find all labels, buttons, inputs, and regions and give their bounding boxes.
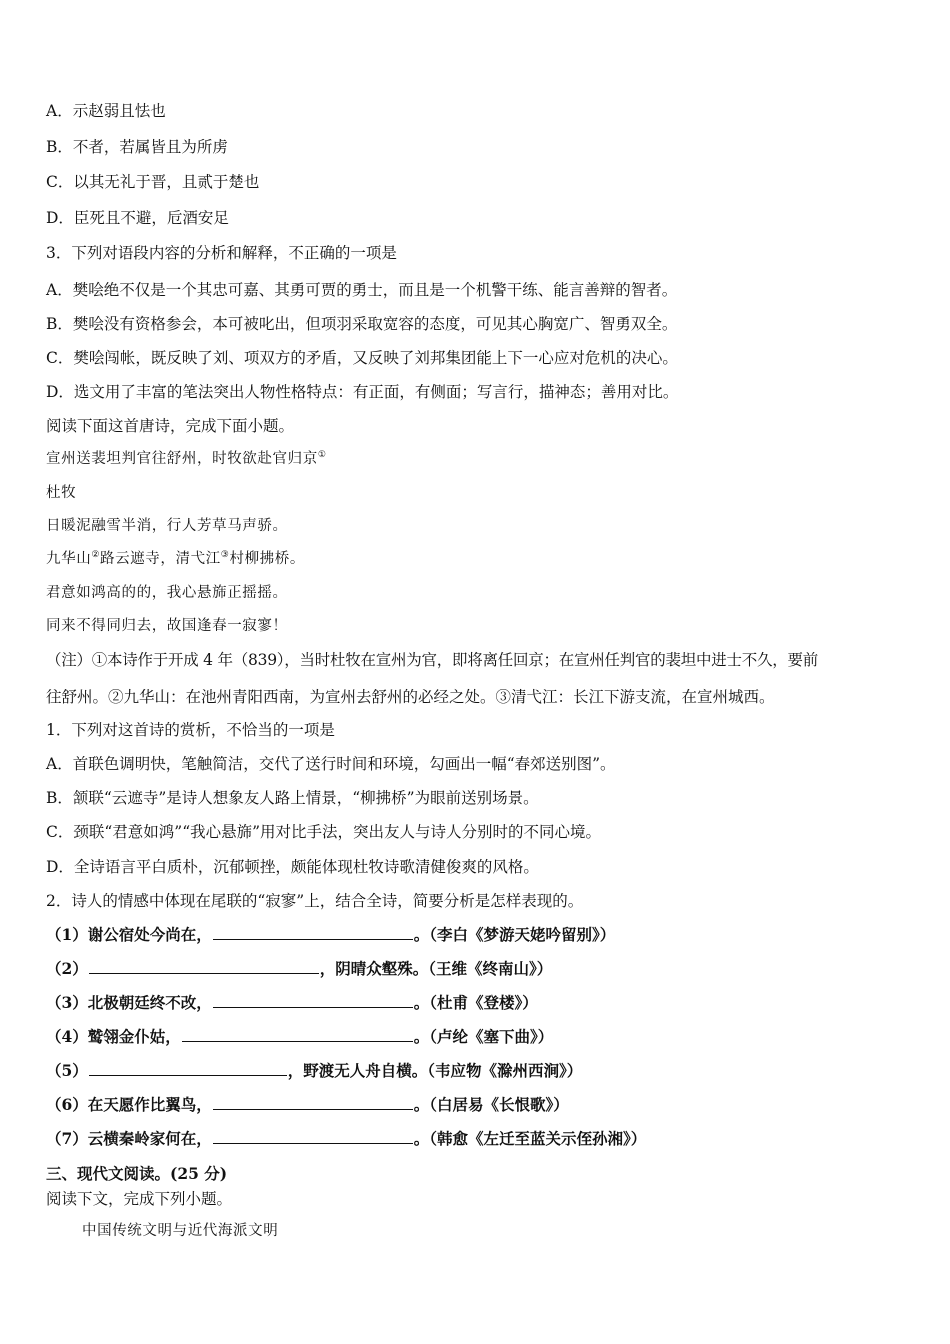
fill-blank-3-prefix: （3）北极朝廷终不改，	[46, 993, 212, 1012]
poem-line-2-part-b: 路云遮寺，清弋江	[99, 551, 221, 567]
q3-option-a: A．樊哙绝不仅是一个其忠可嘉、其勇可贾的勇士，而且是一个机警干练、能言善辩的智者。	[46, 281, 678, 299]
poem-line-2	[46, 549, 305, 569]
fill-blank-7	[46, 1129, 646, 1149]
poem-author: 杜牧	[46, 485, 77, 501]
fill-blank-1-suffix: 。（李白《梦游天姥吟留别》）	[413, 925, 616, 944]
q3-option-b: B．樊哙没有资格参会，本可被叱出，但项羽采取宽容的态度，可见其心胸宽广、智勇双全。	[46, 315, 678, 333]
poem-line-3: 君意如鸿高的的，我心悬旆正摇摇。	[46, 585, 288, 601]
poem-line-1: 日暖泥融雪半消，行人芳草马声骄。	[46, 518, 288, 534]
q3-option-d: D．选文用了丰富的笔法突出人物性格特点：有正面，有侧面；写言行，描神态；善用对比。	[46, 383, 679, 401]
poem-q2-stem: 2．诗人的情感中体现在尾联的“寂寥”上，结合全诗，简要分析是怎样表现的。	[46, 892, 584, 910]
fill-blank-7-prefix: （7）云横秦岭家何在，	[46, 1129, 212, 1148]
q2-option-d: D．臣死且不避，卮酒安足	[46, 209, 229, 227]
fill-blank-6-prefix: （6）在天愿作比翼鸟，	[46, 1095, 212, 1114]
fill-blank-1-prefix: （1）谢公宿处今尚在，	[46, 925, 212, 944]
answer-blank-6[interactable]	[213, 1095, 413, 1110]
fill-blank-6-suffix: 。（白居易《长恨歌》）	[413, 1095, 569, 1114]
fill-blank-2-prefix: （2）	[46, 959, 88, 978]
poem-q1-option-b: B．颔联“云遮寺”是诗人想象友人路上情景，“柳拂桥”为眼前送别场景。	[46, 789, 539, 807]
footnote-marker: ①	[317, 450, 327, 461]
poem-note-line-2: 往舒州。②九华山：在池州青阳西南，为宣州去舒州的必经之处。③清弋江：长江下游支流，在宣州城西。	[46, 688, 775, 706]
fill-blank-5-suffix: ，野渡无人舟自横。（韦应物《滁州西涧》）	[287, 1061, 583, 1080]
q3-option-c: C．樊哙闯帐，既反映了刘、项双方的矛盾，又反映了刘邦集团能上下一心应对危机的决心。	[46, 349, 678, 367]
fill-blank-7-suffix: 。（韩愈《左迁至蓝关示侄孙湘》）	[413, 1129, 647, 1148]
poem-title-text: 宣州送裴坦判官往舒州，时牧欲赴官归京	[46, 451, 318, 467]
section-3-heading: 三、现代文阅读。(25 分)	[46, 1164, 228, 1183]
poem-line-2-part-c: 村柳拂桥。	[229, 551, 305, 567]
fill-blank-4-suffix: 。（卢纶《塞下曲》）	[413, 1027, 554, 1046]
fill-blank-5-prefix: （5）	[46, 1061, 88, 1080]
fill-blank-5	[46, 1061, 582, 1081]
poem-intro: 阅读下面这首唐诗，完成下面小题。	[46, 417, 295, 435]
q2-option-a: A．示赵弱且怯也	[46, 102, 166, 120]
q2-option-c: C．以其无礼于晋，且贰于楚也	[46, 173, 260, 191]
fill-blank-1	[46, 925, 615, 945]
poem-line-4: 同来不得同归去，故国逢春一寂寥！	[46, 618, 288, 634]
poem-q1-stem: 1．下列对这首诗的赏析，不恰当的一项是	[46, 721, 335, 739]
fill-blank-4-prefix: （4）鹫翎金仆姑，	[46, 1027, 181, 1046]
fill-blank-2-suffix: ，阴晴众壑殊。（王维《终南山》）	[319, 959, 553, 978]
section-3-instruction: 阅读下文，完成下列小题。	[46, 1190, 233, 1208]
poem-q1-option-d: D．全诗语言平白质朴，沉郁顿挫，颇能体现杜牧诗歌清健俊爽的风格。	[46, 858, 539, 876]
q2-option-b: B．不者，若属皆且为所虏	[46, 138, 228, 156]
q3-stem: 3．下列对语段内容的分析和解释，不正确的一项是	[46, 244, 397, 262]
poem-note-line-1: （注）①本诗作于开成 4 年（839），当时杜牧在宣州为官，即将离任回京；在宣州任判官的裴坦中进士不久，要前	[46, 651, 819, 669]
fill-blank-3	[46, 993, 538, 1013]
footnote-marker: ③	[220, 550, 230, 561]
poem-line-2-part-a: 九华山	[46, 551, 92, 567]
poem-title	[46, 449, 326, 469]
article-title: 中国传统文明与近代海派文明	[82, 1223, 279, 1239]
fill-blank-4	[46, 1027, 553, 1047]
answer-blank-3[interactable]	[213, 993, 413, 1008]
answer-blank-2[interactable]	[89, 959, 319, 974]
fill-blank-2	[46, 959, 552, 979]
answer-blank-7[interactable]	[213, 1129, 413, 1144]
answer-blank-5[interactable]	[89, 1061, 287, 1076]
footnote-marker: ②	[91, 550, 100, 561]
answer-blank-4[interactable]	[182, 1027, 413, 1042]
poem-q1-option-a: A．首联色调明快，笔触简洁，交代了送行时间和环境，勾画出一幅“春郊送别图”。	[46, 755, 616, 773]
fill-blank-3-suffix: 。（杜甫《登楼》）	[413, 993, 538, 1012]
fill-blank-6	[46, 1095, 569, 1115]
poem-q1-option-c: C．颈联“君意如鸿”“我心悬旆”用对比手法，突出友人与诗人分别时的不同心境。	[46, 823, 602, 841]
answer-blank-1[interactable]	[213, 925, 413, 940]
